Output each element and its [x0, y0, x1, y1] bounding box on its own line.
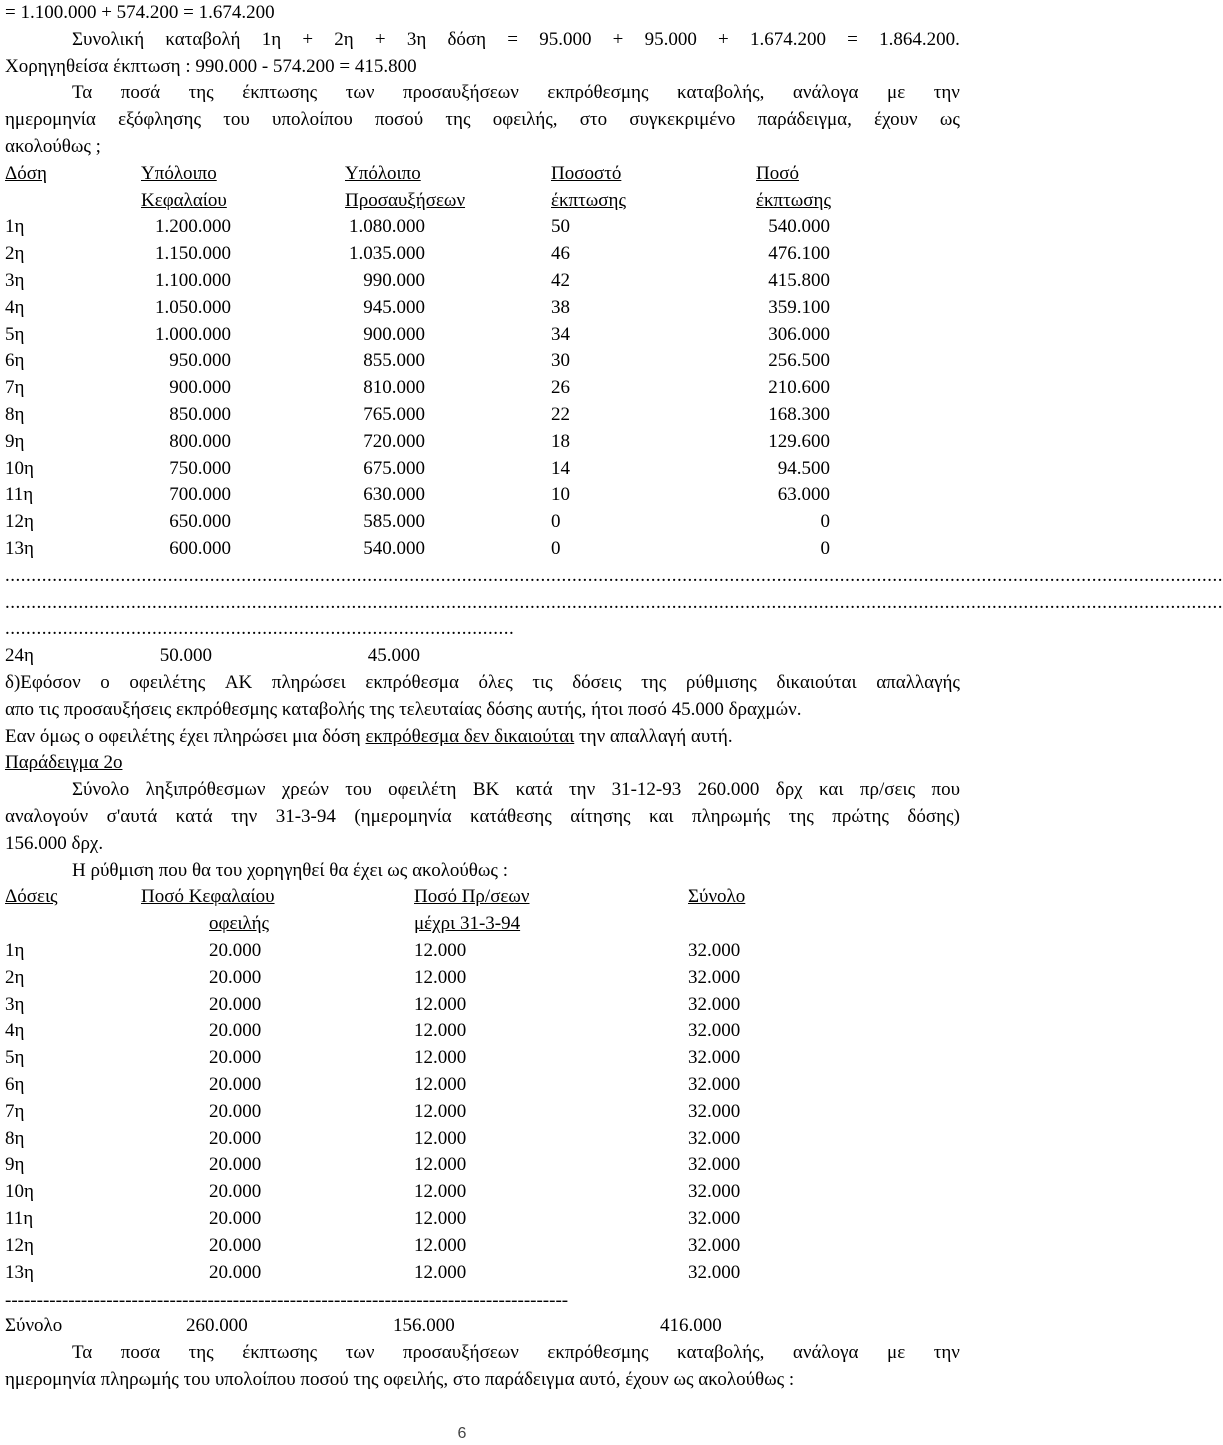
- table2-row-surcharge: 12.000: [414, 1020, 467, 1042]
- table2-row-total: 32.000: [688, 1127, 741, 1149]
- word: =: [507, 28, 519, 50]
- table1-row-dose: 3η: [5, 270, 25, 291]
- word: +: [302, 28, 314, 50]
- paragraph-line: ακολούθως ;: [5, 136, 101, 157]
- paragraph-line: Η ρύθμιση που θα του χορηγηθεί θα έχει ως ακολούθως :: [72, 859, 508, 881]
- table2-row-surcharge: 12.000: [414, 1100, 467, 1122]
- word: =: [847, 28, 858, 50]
- table1-row-amount: 359.100: [768, 296, 830, 318]
- word: του: [223, 109, 250, 131]
- table1-row-dose: 2η: [5, 243, 25, 265]
- table2-row-total: 32.000: [688, 1020, 741, 1042]
- table2-row-dose: 5η: [5, 1047, 25, 1069]
- paragraph-line: [5, 804, 960, 830]
- word: +: [374, 28, 386, 50]
- table2-row-surcharge: 12.000: [414, 993, 467, 1015]
- word: ΒΚ: [472, 779, 500, 801]
- table2-row-principal: 20.000: [209, 1181, 262, 1203]
- word: ποσού: [374, 109, 424, 131]
- paragraph-line: απο τις προσαυξήσεις εκπρόθεσμης καταβολής της τελευταίας δόσης αυτής, ήτοι ποσό 45.000 δραχμών.: [5, 698, 802, 720]
- table1-header-surcharge: Υπόλοιπο: [345, 162, 421, 184]
- word: υπολοίπου: [271, 109, 353, 131]
- word: ως: [939, 109, 960, 131]
- table1-row-percent: 50: [551, 216, 570, 238]
- table1-row-principal: 1.150.000: [155, 243, 231, 265]
- word: 2η: [334, 28, 354, 50]
- word: τις: [532, 672, 553, 693]
- paragraph-line: ημερομηνία πληρωμής του υπολοίπου ποσού της οφειλής, στο παράδειγμα αυτό, έχουν ως ακολούθως :: [5, 1368, 795, 1390]
- paragraph-line: [72, 777, 960, 803]
- word: αναλογούν: [5, 806, 89, 827]
- table2-row-total: 32.000: [688, 1100, 741, 1122]
- table2-header-surcharge: Ποσό Πρ/σεων: [414, 886, 530, 908]
- word: έκπτωσης: [242, 82, 318, 104]
- word: των: [345, 1342, 375, 1363]
- table1-row-amount: 0: [820, 538, 830, 559]
- table1-row-principal: 900.000: [169, 377, 231, 399]
- table2-total-label: Σύνολο: [5, 1315, 63, 1337]
- table2-header-total: Σύνολο: [688, 886, 746, 908]
- table1-row-dose: 5η: [5, 323, 25, 345]
- table1-row-percent: 34: [551, 323, 570, 345]
- table1-row-dose: 8η: [5, 404, 25, 425]
- table2-row-principal: 20.000: [209, 966, 262, 988]
- word: έχουν: [874, 109, 918, 131]
- word: κατά: [175, 806, 213, 827]
- word: ημερομηνία: [5, 109, 96, 131]
- table1-row-percent: 30: [551, 350, 570, 372]
- table1-row-dose: 1η: [5, 216, 25, 238]
- paragraph-line: [72, 1340, 960, 1366]
- table1-row-percent: 14: [551, 457, 570, 479]
- table1-row-percent: 10: [551, 484, 570, 506]
- word: 1η: [261, 28, 282, 50]
- paragraph-line: [72, 80, 960, 106]
- word: πρ/σεις: [859, 779, 916, 801]
- table2-row-principal: 20.000: [209, 1047, 262, 1069]
- table2-header-principal: Ποσό Κεφαλαίου: [141, 886, 275, 908]
- table1-row-surcharge: 585.000: [363, 511, 425, 533]
- table2-row-principal: 20.000: [209, 1020, 262, 1042]
- total-payment-line: [72, 27, 960, 53]
- dotted-ellipsis: .................................................................................................: [5, 618, 515, 640]
- word: δ)Εφόσον: [5, 672, 81, 693]
- equation-line: = 1.100.000 + 574.200 = 1.674.200: [5, 2, 275, 23]
- word: πληρωμής: [692, 806, 771, 827]
- word: καταβολή: [165, 28, 241, 50]
- table2-row-total: 32.000: [688, 1074, 741, 1095]
- word: στο: [579, 109, 608, 131]
- table1-row-surcharge: 1.080.000: [349, 216, 425, 238]
- word: Τα: [72, 1342, 93, 1363]
- table1-row-percent: 22: [551, 404, 570, 425]
- table2-row-total: 32.000: [688, 1208, 741, 1229]
- word: της: [445, 109, 471, 131]
- word: 260.000: [697, 779, 760, 801]
- page-number: 6: [457, 1425, 467, 1442]
- word: όλες: [478, 672, 513, 693]
- table2-row-principal: 20.000: [209, 1100, 262, 1122]
- word: της: [188, 1342, 214, 1363]
- table1-header-percent: έκπτωσης: [551, 189, 626, 211]
- table1-header-dose: Δόση: [5, 162, 47, 184]
- table2-total-surcharge: 156.000: [393, 1315, 455, 1337]
- table1-row-principal: 950.000: [169, 350, 231, 372]
- word: 3η: [406, 28, 427, 50]
- word: την: [231, 806, 258, 827]
- table2-row-principal: 20.000: [209, 1208, 262, 1229]
- table2-row-total: 32.000: [688, 1234, 741, 1256]
- word: του: [345, 779, 372, 801]
- table2-row-surcharge: 12.000: [414, 1261, 467, 1283]
- table1-header-amount: έκπτωσης: [756, 189, 831, 211]
- table1-row-amount: 476.100: [768, 243, 830, 265]
- separator-line: -----------------------------------------------------------------------------------------: [5, 1290, 569, 1312]
- table1-row-percent: 38: [551, 296, 570, 318]
- table2-row-dose: 12η: [5, 1234, 34, 1256]
- table2-row-dose: 3η: [5, 993, 25, 1015]
- table1-row-surcharge: 990.000: [363, 270, 425, 291]
- paragraph-line: [5, 107, 960, 133]
- word: την: [933, 1342, 960, 1363]
- table2-row-total: 32.000: [688, 1261, 741, 1283]
- word: την: [933, 82, 960, 104]
- table2-header-doses: Δόσεις: [5, 886, 58, 908]
- text: την απαλλαγή αυτή.: [574, 725, 733, 747]
- text: Εαν όμως ο οφειλέτης έχει πληρώσει μια δόση: [5, 725, 366, 747]
- table2-row-principal: 20.000: [209, 1074, 262, 1095]
- word: που: [931, 779, 960, 801]
- word: εκπρόθεσμης: [547, 82, 649, 104]
- table1-row-amount: 0: [820, 511, 830, 533]
- word: απαλλαγής: [876, 672, 960, 693]
- table2-row-surcharge: 12.000: [414, 940, 467, 961]
- table2-total-sum: 416.000: [660, 1315, 722, 1337]
- table2-row-total: 32.000: [688, 1181, 741, 1203]
- word: 95.000: [644, 28, 697, 50]
- word: 1.864.200.: [879, 28, 960, 50]
- word: καταβολής,: [677, 82, 765, 104]
- word: με: [887, 1342, 906, 1363]
- table2-row-dose: 6η: [5, 1074, 25, 1095]
- word: πρώτης: [832, 806, 889, 827]
- table2-row-principal: 20.000: [209, 1154, 262, 1176]
- table2-row-total: 32.000: [688, 993, 741, 1015]
- word: ρύθμισης: [685, 672, 757, 693]
- table1-header-principal: Κεφαλαίου: [141, 189, 227, 211]
- table1-header-surcharge: Προσαυξήσεων: [345, 189, 466, 211]
- table1-row-dose: 4η: [5, 296, 25, 318]
- word: οφειλέτης: [129, 672, 206, 693]
- table2-row-principal: 20.000: [209, 1234, 262, 1256]
- word: δρχ: [775, 779, 803, 801]
- word: της: [641, 672, 667, 693]
- table1-row-principal: 850.000: [169, 404, 231, 425]
- table1-row-percent: 0: [551, 538, 561, 559]
- table1-row-surcharge: 900.000: [363, 323, 425, 345]
- table1-row-surcharge: 630.000: [363, 484, 425, 506]
- table2-row-total: 32.000: [688, 966, 741, 988]
- word: παράδειγμα,: [757, 109, 852, 131]
- table1-row-amount: 210.600: [768, 377, 830, 399]
- word: συγκεκριμένο: [629, 109, 736, 131]
- table2-header-principal: οφειλής: [209, 913, 270, 935]
- word: κατάθεσης: [470, 806, 552, 827]
- word: (ημερομηνία: [354, 806, 452, 827]
- table2-row-surcharge: 12.000: [414, 1074, 467, 1095]
- word: των: [345, 82, 375, 104]
- table1-row-principal: 600.000: [169, 538, 231, 559]
- paragraph-line: [5, 670, 960, 696]
- table1-row-amount: 540.000: [768, 216, 830, 238]
- table2-header-surcharge: μέχρι 31-3-94: [414, 913, 521, 935]
- word: με: [887, 82, 906, 104]
- table2-row-total: 32.000: [688, 1154, 741, 1176]
- word: εκπρόθεσμα: [365, 672, 459, 693]
- table2-row-principal: 20.000: [209, 1127, 262, 1149]
- word: αίτησης: [570, 806, 631, 827]
- table1-row-amount: 256.500: [768, 350, 830, 372]
- word: της: [188, 82, 214, 104]
- table1-row-principal: 1.200.000: [155, 216, 231, 238]
- section-heading: Παράδειγμα 2ο: [5, 752, 123, 774]
- table1-row-principal: 1.050.000: [155, 296, 231, 318]
- word: δόση: [447, 28, 487, 50]
- word: και: [819, 779, 844, 801]
- word: Τα: [72, 82, 93, 104]
- table2-row-dose: 7η: [5, 1100, 25, 1122]
- word: την: [569, 779, 596, 801]
- table2-row-principal: 20.000: [209, 940, 262, 961]
- word: ανάλογα: [792, 1342, 859, 1363]
- table1-row-principal: 1.100.000: [155, 270, 231, 291]
- word: 31-12-93: [611, 779, 682, 801]
- table1-row-principal: 650.000: [169, 511, 231, 533]
- word: Σύνολο: [72, 779, 130, 801]
- table1-row-principal: 50.000: [159, 645, 212, 667]
- table1-row-surcharge: 1.035.000: [349, 243, 425, 265]
- table1-row-principal: 800.000: [169, 430, 231, 452]
- table1-row-dose: 7η: [5, 377, 25, 399]
- table2-row-surcharge: 12.000: [414, 966, 467, 988]
- dotted-ellipsis: ........................................................................................................................................................................................................................................: [5, 564, 1223, 586]
- table1-row-amount: 63.000: [777, 484, 830, 506]
- word: ποσα: [120, 1342, 161, 1363]
- table2-row-surcharge: 12.000: [414, 1127, 467, 1149]
- table1-row-surcharge: 765.000: [363, 404, 425, 425]
- table2-row-dose: 4η: [5, 1020, 25, 1042]
- table1-row-amount: 415.800: [768, 270, 830, 291]
- table1-row-principal: 1.000.000: [155, 323, 231, 345]
- word: 31-3-94: [275, 806, 336, 827]
- table1-row-amount: 168.300: [768, 404, 830, 425]
- table1-row-amount: 129.600: [768, 430, 830, 452]
- table1-row-dose: 12η: [5, 511, 34, 533]
- table2-row-principal: 20.000: [209, 993, 262, 1015]
- word: έκπτωσης: [242, 1342, 318, 1363]
- table2-row-dose: 8η: [5, 1127, 25, 1149]
- word: ο: [100, 672, 110, 693]
- table2-row-surcharge: 12.000: [414, 1047, 467, 1069]
- word: 1.674.200: [749, 28, 826, 50]
- table2-row-total: 32.000: [688, 1047, 741, 1069]
- word: πληρώσει: [271, 672, 346, 693]
- table1-row-surcharge: 45.000: [367, 645, 420, 667]
- word: 95.000: [539, 28, 592, 50]
- table2-row-total: 32.000: [688, 940, 741, 961]
- table2-row-dose: 10η: [5, 1181, 34, 1203]
- table2-row-principal: 20.000: [209, 1261, 262, 1283]
- word: δόσης): [907, 806, 960, 827]
- table1-row-surcharge: 945.000: [363, 296, 425, 318]
- word: της: [788, 806, 814, 827]
- table1-row-principal: 700.000: [169, 484, 231, 506]
- table1-row-surcharge: 540.000: [363, 538, 425, 559]
- granted-discount-line: Χορηγηθείσα έκπτωση : 990.000 - 574.200 = 415.800: [5, 55, 417, 77]
- table1-row-surcharge: 810.000: [363, 377, 425, 399]
- word: χρεών: [281, 779, 329, 801]
- word: οφειλής,: [492, 109, 558, 131]
- word: προσαυξήσεων: [402, 1342, 519, 1363]
- table1-row-percent: 26: [551, 377, 570, 399]
- table1-row-principal: 750.000: [169, 457, 231, 479]
- table1-row-surcharge: 855.000: [363, 350, 425, 372]
- word: εξόφλησης: [118, 109, 201, 131]
- table1-row-dose: 13η: [5, 538, 34, 559]
- table1-row-dose: 9η: [5, 430, 25, 452]
- word: ανάλογα: [792, 82, 859, 104]
- word: +: [718, 28, 729, 50]
- table1-row-surcharge: 675.000: [363, 457, 425, 479]
- table2-row-surcharge: 12.000: [414, 1154, 467, 1176]
- table2-row-dose: 13η: [5, 1261, 34, 1283]
- table2-row-dose: 2η: [5, 966, 25, 988]
- paragraph-line: [5, 724, 960, 750]
- word: κατά: [515, 779, 553, 801]
- table1-row-percent: 46: [551, 243, 570, 265]
- word: καταβολής,: [677, 1342, 765, 1363]
- table1-row-dose: 24η: [5, 645, 34, 667]
- word: δικαιούται: [776, 672, 857, 693]
- emphasis-text: εκπρόθεσμα δεν δικαιούται: [365, 725, 575, 747]
- table1-row-amount: 306.000: [768, 323, 830, 345]
- paragraph-line: 156.000 δρχ.: [5, 832, 104, 854]
- table1-row-percent: 42: [551, 270, 570, 291]
- table1-row-percent: 18: [551, 430, 570, 452]
- table1-header-principal: Υπόλοιπο: [141, 162, 217, 184]
- word: δόσεις: [572, 672, 622, 693]
- table1-header-percent: Ποσοστό: [551, 162, 622, 184]
- word: οφειλέτη: [388, 779, 457, 801]
- word: σ'αυτά: [106, 806, 158, 827]
- word: προσαυξήσεων: [402, 82, 519, 104]
- table2-row-dose: 11η: [5, 1208, 34, 1229]
- word: Συνολική: [72, 28, 145, 50]
- word: +: [612, 28, 624, 50]
- table1-row-dose: 6η: [5, 350, 25, 372]
- table1-row-surcharge: 720.000: [363, 430, 425, 452]
- dotted-ellipsis: ........................................................................................................................................................................................................................................: [5, 591, 1223, 613]
- table2-total-principal: 260.000: [186, 1315, 248, 1337]
- word: και: [649, 806, 674, 827]
- table2-row-dose: 9η: [5, 1154, 25, 1176]
- table2-row-surcharge: 12.000: [414, 1208, 467, 1229]
- word: ληξιπρόθεσμων: [145, 779, 266, 801]
- table1-row-amount: 94.500: [777, 457, 830, 479]
- table1-row-dose: 10η: [5, 457, 34, 479]
- word: ποσά: [120, 82, 161, 104]
- table1-header-amount: Ποσό: [756, 162, 799, 184]
- table2-row-surcharge: 12.000: [414, 1181, 467, 1203]
- table1-row-percent: 0: [551, 511, 561, 533]
- table2-row-surcharge: 12.000: [414, 1234, 467, 1256]
- word: ΑΚ: [224, 672, 253, 693]
- table1-row-dose: 11η: [5, 484, 34, 506]
- word: εκπρόθεσμης: [547, 1342, 649, 1363]
- table2-row-dose: 1η: [5, 940, 25, 961]
